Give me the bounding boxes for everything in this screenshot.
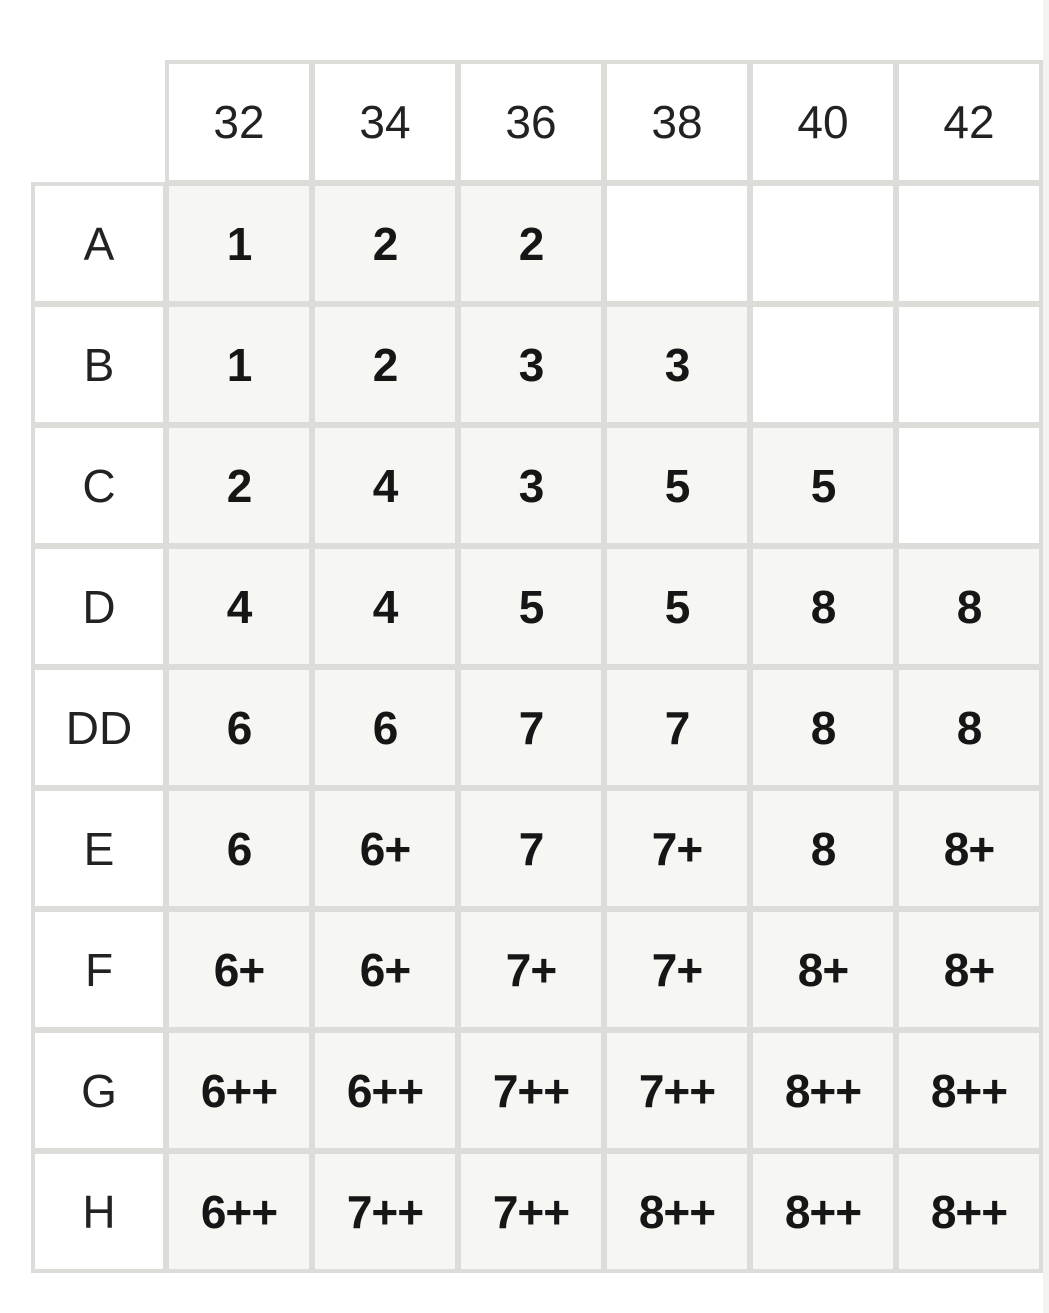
table-cell: 8+ bbox=[749, 908, 897, 1031]
table-cell: 7+ bbox=[603, 908, 751, 1031]
table-cell: 1 bbox=[165, 182, 313, 305]
table-cell: 6 bbox=[311, 666, 459, 789]
table-cell-empty bbox=[749, 182, 897, 305]
table-cell: 2 bbox=[457, 182, 605, 305]
column-header-38: 38 bbox=[603, 60, 751, 184]
row-header-f: F bbox=[31, 908, 167, 1031]
table-cell: 6++ bbox=[311, 1029, 459, 1152]
table-cell: 8++ bbox=[895, 1029, 1043, 1152]
table-cell-empty bbox=[895, 303, 1043, 426]
table-cell: 1 bbox=[165, 303, 313, 426]
table-cell: 2 bbox=[311, 182, 459, 305]
size-chart-table bbox=[33, 62, 1043, 1273]
table-cell: 7+ bbox=[457, 908, 605, 1031]
row-header-g: G bbox=[31, 1029, 167, 1152]
table-cell: 5 bbox=[603, 424, 751, 547]
table-cell: 7++ bbox=[457, 1150, 605, 1273]
table-cell: 6 bbox=[165, 787, 313, 910]
table-cell: 8++ bbox=[895, 1150, 1043, 1273]
table-cell: 8 bbox=[895, 666, 1043, 789]
table-cell-empty bbox=[895, 424, 1043, 547]
table-cell: 3 bbox=[457, 424, 605, 547]
table-cell: 5 bbox=[457, 545, 605, 668]
table-cell: 8++ bbox=[749, 1029, 897, 1152]
table-cell: 7++ bbox=[603, 1029, 751, 1152]
table-cell: 6+ bbox=[311, 787, 459, 910]
table-cell: 6 bbox=[165, 666, 313, 789]
table-cell: 6++ bbox=[165, 1029, 313, 1152]
row-header-e: E bbox=[31, 787, 167, 910]
table-cell: 8 bbox=[749, 787, 897, 910]
table-cell: 8 bbox=[749, 545, 897, 668]
table-cell: 7++ bbox=[311, 1150, 459, 1273]
table-corner bbox=[31, 60, 167, 184]
table-cell: 5 bbox=[749, 424, 897, 547]
table-cell: 8++ bbox=[603, 1150, 751, 1273]
table-cell: 8 bbox=[749, 666, 897, 789]
table-cell-empty bbox=[603, 182, 751, 305]
table-cell: 3 bbox=[603, 303, 751, 426]
row-header-h: H bbox=[31, 1150, 167, 1273]
table-cell: 2 bbox=[311, 303, 459, 426]
row-header-c: C bbox=[31, 424, 167, 547]
table-cell: 8+ bbox=[895, 787, 1043, 910]
table-cell-empty bbox=[749, 303, 897, 426]
page-edge bbox=[1043, 0, 1049, 1313]
column-header-36: 36 bbox=[457, 60, 605, 184]
row-header-d: D bbox=[31, 545, 167, 668]
table-cell: 6++ bbox=[165, 1150, 313, 1273]
table-cell: 7 bbox=[603, 666, 751, 789]
row-header-a: A bbox=[31, 182, 167, 305]
table-cell: 6+ bbox=[165, 908, 313, 1031]
column-header-34: 34 bbox=[311, 60, 459, 184]
row-header-dd: DD bbox=[31, 666, 167, 789]
table-cell: 7 bbox=[457, 787, 605, 910]
column-header-42: 42 bbox=[895, 60, 1043, 184]
table-cell: 6+ bbox=[311, 908, 459, 1031]
table-cell: 5 bbox=[603, 545, 751, 668]
table-cell: 7 bbox=[457, 666, 605, 789]
table-cell: 4 bbox=[311, 545, 459, 668]
table-cell: 4 bbox=[311, 424, 459, 547]
table-cell-empty bbox=[895, 182, 1043, 305]
table-cell: 8++ bbox=[749, 1150, 897, 1273]
column-header-40: 40 bbox=[749, 60, 897, 184]
row-header-b: B bbox=[31, 303, 167, 426]
table-cell: 7++ bbox=[457, 1029, 605, 1152]
table-cell: 8+ bbox=[895, 908, 1043, 1031]
table-cell: 3 bbox=[457, 303, 605, 426]
table-cell: 2 bbox=[165, 424, 313, 547]
table-cell: 4 bbox=[165, 545, 313, 668]
table-cell: 8 bbox=[895, 545, 1043, 668]
table-cell: 7+ bbox=[603, 787, 751, 910]
column-header-32: 32 bbox=[165, 60, 313, 184]
